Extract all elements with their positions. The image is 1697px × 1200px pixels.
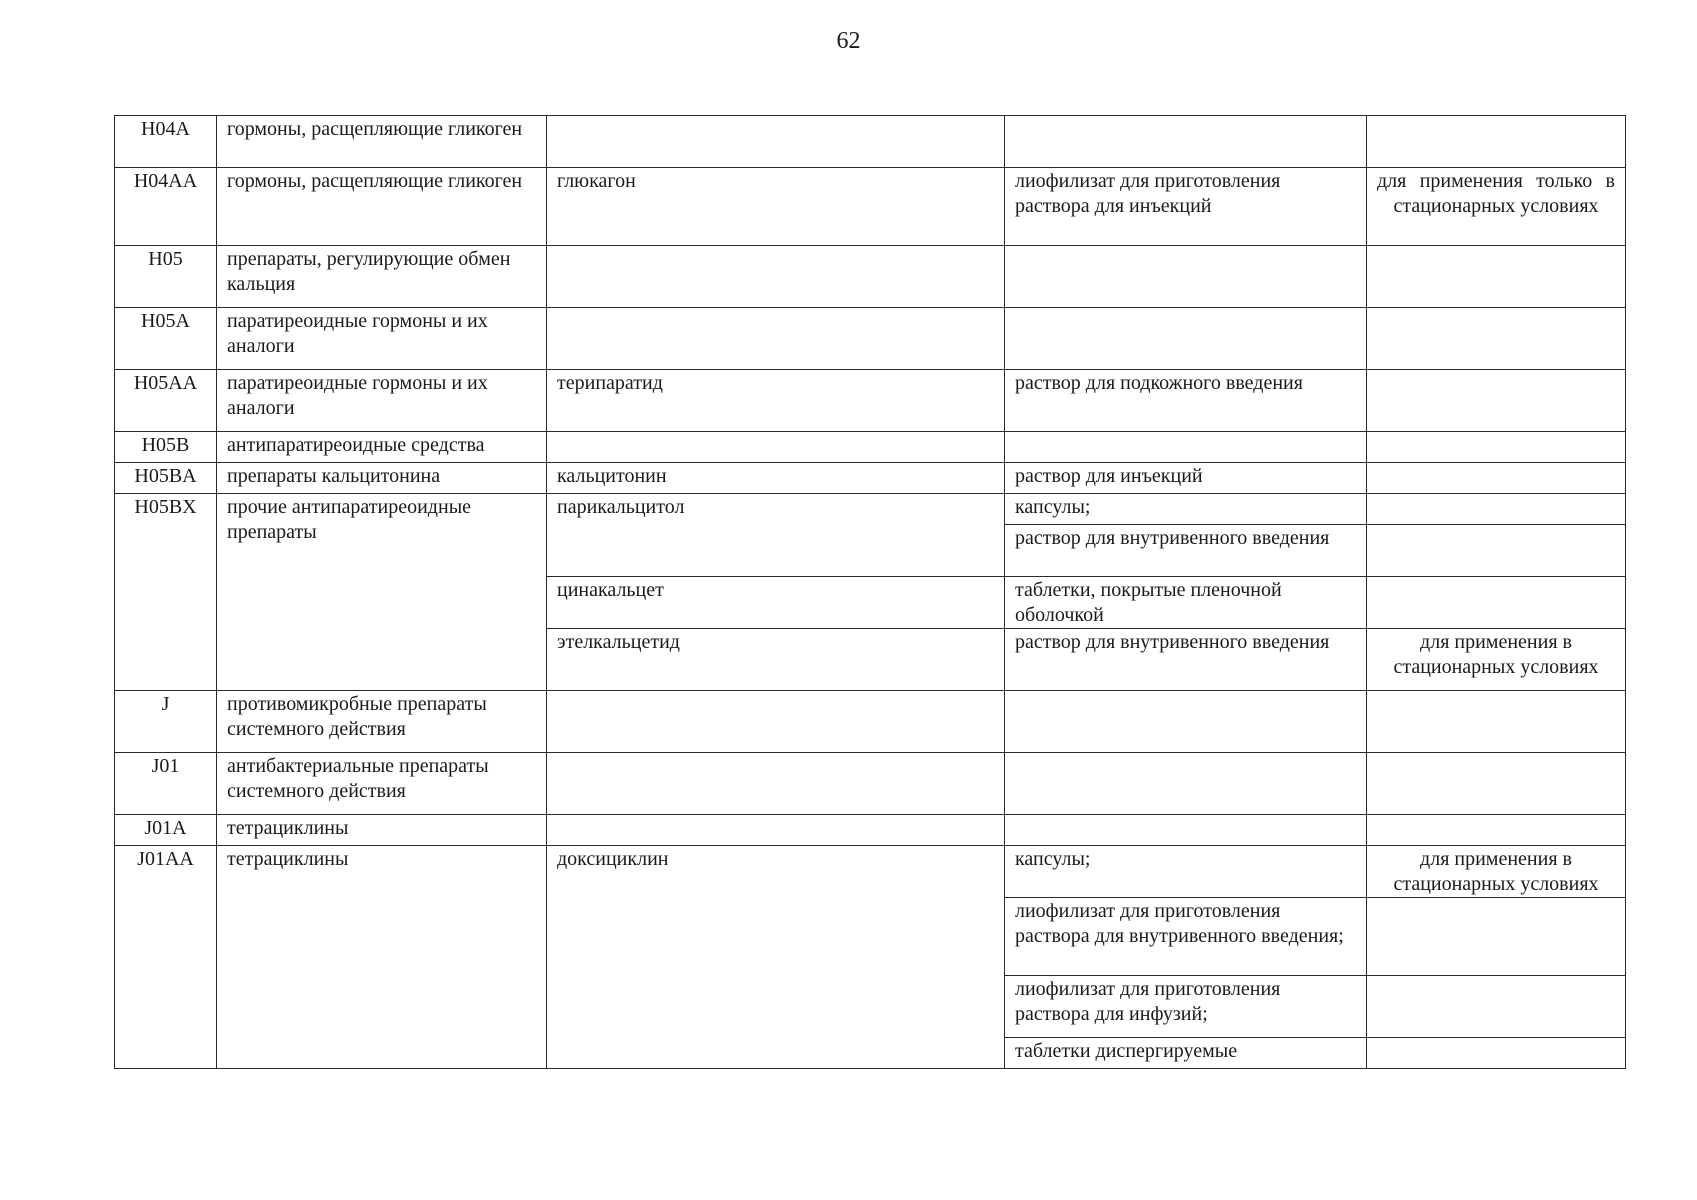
atc-code-cell: J01AA [115, 846, 217, 1069]
drug-cell: парикальцитол [547, 494, 1005, 577]
group-cell: гормоны, расщепляющие гликоген [217, 116, 547, 168]
atc-code-cell: J01 [115, 753, 217, 815]
group-cell: гормоны, расщепляющие гликоген [217, 168, 547, 246]
table-row [115, 370, 1626, 432]
group-cell: тетрациклины [217, 846, 547, 1069]
group-cell: антипаратиреоидные средства [217, 432, 547, 463]
form-cell: таблетки, покрытые пленочной оболочкой [1005, 577, 1367, 629]
group-cell: прочие антипаратиреоидные препараты [217, 494, 547, 691]
drug-cell [547, 308, 1005, 370]
drug-cell [547, 815, 1005, 846]
atc-code-cell: H05BX [115, 494, 217, 691]
atc-code-cell: J01A [115, 815, 217, 846]
table-row [115, 846, 1626, 898]
form-cell: раствор для внутривенного введения [1005, 525, 1367, 577]
group-cell: противомикробные препараты системного действия [217, 691, 547, 753]
drug-cell: доксициклин [547, 846, 1005, 1069]
group-cell: тетрациклины [217, 815, 547, 846]
table-row [115, 691, 1626, 753]
atc-code-cell: H05A [115, 308, 217, 370]
drug-cell: кальцитонин [547, 463, 1005, 494]
note-cell [1367, 815, 1626, 846]
group-cell: паратиреоидные гормоны и их аналоги [217, 370, 547, 432]
form-cell: лиофилизат для приготовления раствора для инъекций [1005, 168, 1367, 246]
form-cell: раствор для подкожного введения [1005, 370, 1367, 432]
form-cell [1005, 308, 1367, 370]
table-row [115, 463, 1626, 494]
note-cell [1367, 432, 1626, 463]
note-cell [1367, 308, 1626, 370]
form-cell [1005, 753, 1367, 815]
note-cell: для применения только в стационарных условиях [1367, 168, 1626, 246]
group-cell: антибактериальные препараты системного действия [217, 753, 547, 815]
drug-cell: терипаратид [547, 370, 1005, 432]
atc-code-cell: H05 [115, 246, 217, 308]
note-cell [1367, 898, 1626, 976]
page-number: 62 [836, 28, 861, 54]
table-row [115, 168, 1626, 246]
note-cell [1367, 976, 1626, 1038]
form-cell: капсулы; [1005, 494, 1367, 525]
form-cell [1005, 691, 1367, 753]
note-cell: для применения в стационарных условиях [1367, 629, 1626, 691]
atc-code-cell: J [115, 691, 217, 753]
form-cell: раствор для внутривенного введения [1005, 629, 1367, 691]
note-cell [1367, 577, 1626, 629]
atc-code-cell: H05B [115, 432, 217, 463]
drug-cell: глюкагон [547, 168, 1005, 246]
note-cell [1367, 246, 1626, 308]
atc-code-cell: H04AA [115, 168, 217, 246]
table-row [115, 494, 1626, 525]
group-cell: препараты кальцитонина [217, 463, 547, 494]
form-cell [1005, 246, 1367, 308]
note-cell [1367, 494, 1626, 525]
note-cell [1367, 370, 1626, 432]
table-row [115, 753, 1626, 815]
table-row [115, 116, 1626, 168]
drug-cell [547, 691, 1005, 753]
drug-cell [547, 116, 1005, 168]
table-row [115, 432, 1626, 463]
note-cell [1367, 525, 1626, 577]
atc-code-cell: H04A [115, 116, 217, 168]
form-cell: лиофилизат для приготовления раствора для инфузий; [1005, 976, 1367, 1038]
form-cell [1005, 432, 1367, 463]
form-cell [1005, 815, 1367, 846]
drug-cell [547, 246, 1005, 308]
group-cell: паратиреоидные гормоны и их аналоги [217, 308, 547, 370]
form-cell: капсулы; [1005, 846, 1367, 898]
table-row [115, 815, 1626, 846]
note-cell [1367, 116, 1626, 168]
form-cell [1005, 116, 1367, 168]
form-cell: лиофилизат для приготовления раствора для внутривенного введения; [1005, 898, 1367, 976]
drug-cell: этелкальцетид [547, 629, 1005, 691]
form-cell: раствор для инъекций [1005, 463, 1367, 494]
drug-cell [547, 753, 1005, 815]
table-row [115, 308, 1626, 370]
atc-code-cell: H05AA [115, 370, 217, 432]
note-cell [1367, 463, 1626, 494]
note-cell [1367, 753, 1626, 815]
table-row [115, 246, 1626, 308]
drug-table [114, 115, 1626, 1069]
atc-code-cell: H05BA [115, 463, 217, 494]
drug-cell: цинакальцет [547, 577, 1005, 629]
note-cell: для применения в стационарных условиях [1367, 846, 1626, 898]
form-cell: таблетки диспергируемые [1005, 1038, 1367, 1069]
note-cell [1367, 1038, 1626, 1069]
group-cell: препараты, регулирующие обмен кальция [217, 246, 547, 308]
note-cell [1367, 691, 1626, 753]
drug-cell [547, 432, 1005, 463]
